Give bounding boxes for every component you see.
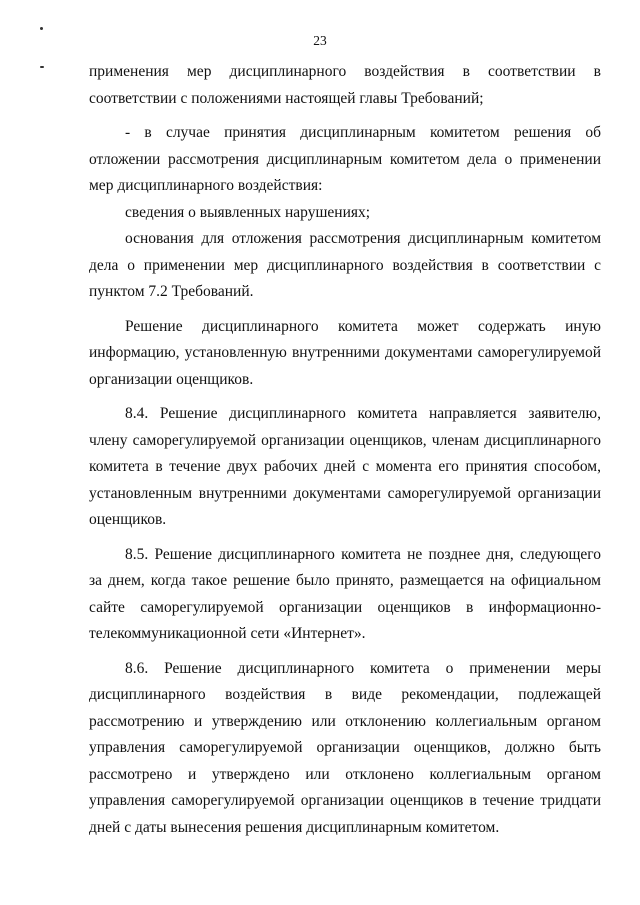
paragraph: основания для отложения рассмотрения дисциплинарным комитетом дела о применении мер дисциплинарного воздействия в соответствии с пунктом 7.2 Требований. <box>89 230 601 300</box>
document-body <box>89 59 601 841</box>
paragraph: Решение дисциплинарного комитета может содержать иную информацию, установленную внутренними документами саморегулируемой организации оценщиков. <box>89 317 601 388</box>
paragraph: 8.5. Решение дисциплинарного комитета не позднее дня, следующего за днем, когда такое решение было принято, размещается на официальном сайте саморегулируемой организации оценщиков в информационно-телекоммуникационной сети «Интернет». <box>89 545 601 642</box>
paragraph: сведения о выявленных нарушениях; <box>125 203 371 221</box>
paragraph: применения мер дисциплинарного воздействия в соответствии в соответствии с положениями настоящей главы Требований; <box>89 63 601 107</box>
scan-speck <box>40 27 43 30</box>
scan-speck <box>40 66 44 68</box>
paragraph: 8.6. Решение дисциплинарного комитета о применении меры дисциплинарного воздействия в виде рекомендации, подлежащей рассмотрению и утверждению или отклонению коллегиальным органом управления саморегулируемой организации оценщиков, должно быть рассмотрено и утверждено или отклонено коллегиальным органом управления саморегулируемой организации оценщиков в течение тридцати дней с даты вынесения решения дисциплинарным комитетом. <box>89 659 601 836</box>
paragraph: - в случае принятия дисциплинарным комитетом решения об отложении рассмотрения дисциплинарным комитетом дела о применении мер дисциплинарного воздействия: <box>89 124 601 194</box>
paragraph: 8.4. Решение дисциплинарного комитета направляется заявителю, члену саморегулируемой организации оценщиков, членам дисциплинарного комитета в течение двух рабочих дней с момента его принятия способом, установленным внутренними документами саморегулируемой организации оценщиков. <box>89 405 601 528</box>
page-number: 23 <box>313 33 327 48</box>
